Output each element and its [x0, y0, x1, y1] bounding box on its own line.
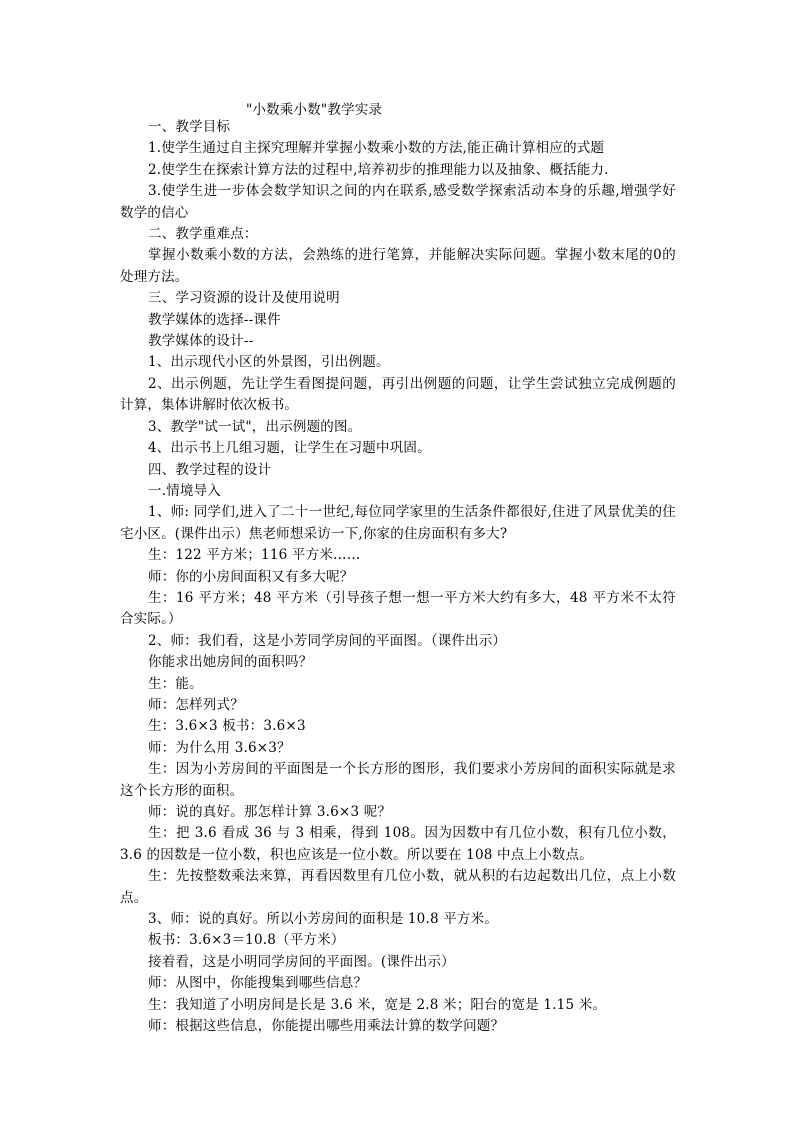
dialogue-line: 师：怎样列式？ [148, 696, 244, 713]
media-step-2: 2、出示例题，先让学生看图提问题，再引出例题的问题，让学生尝试独立完成例题的计算，集体讲解时依次板书。 [120, 375, 676, 414]
dialogue-line: 师：从图中，你能搜集到哪些信息？ [148, 975, 368, 992]
dialogue-line: 3、师：说的真好。所以小芳房间的面积是 10.8 平方米。 [148, 911, 499, 928]
dialogue-line: 生：因为小芳房间的平面图是一个长方形的图形，我们要求小芳房间的面积实际就是求这个长方形的面积。 [120, 761, 676, 799]
dialogue-line: 你能求出她房间的面积吗？ [148, 654, 313, 671]
key-points-text: 掌握小数乘小数的方法，会熟练的进行笔算，并能解决实际问题。掌握小数末尾的0的处理方法。 [120, 247, 676, 285]
dialogue-line: 2、师：我们看，这是小芳同学房间的平面图。（课件出示） [148, 632, 507, 649]
section-heading-objectives: 一、教学目标 [148, 119, 231, 135]
dialogue-line: 师：说的真好。那怎样计算 3.6×3 呢？ [148, 804, 392, 820]
media-selection: 教学媒体的选择--课件 [148, 311, 281, 328]
objective-3: 3.使学生进一步体会数学知识之间的内在联系,感受数学探索活动本身的乐趣,增强学好数学的信心 [120, 183, 676, 221]
objective-2: 2.使学生在探索计算方法的过程中,培养初步的推理能力以及抽象、概括能力. [148, 161, 609, 178]
dialogue-line: 生：3.6×3 板书：3.6×3 [148, 718, 306, 735]
document-title: "小数乘小数"教学实录 [246, 102, 383, 118]
dialogue-line: 生：先按整数乘法来算，再看因数里有几位小数，就从积的右边起数出几位，点上小数点。 [120, 868, 676, 906]
media-step-4: 4、出示书上几组习题，让学生在习题中巩固。 [148, 440, 431, 457]
dialogue-line: 接着看，这是小明同学房间的平面图。(课件出示） [148, 953, 455, 970]
media-step-1: 1、出示现代小区的外景图，引出例题。 [148, 354, 390, 371]
subheading-intro: 一.情境导入 [148, 482, 221, 499]
section-heading-key-points: 二、教学重难点： [148, 226, 258, 243]
media-step-3: 3、教学"试一试"，出示例题的图。 [148, 418, 362, 435]
document-body [120, 117, 676, 1037]
objective-1: 1.使学生通过自主探究理解并掌握小数乘小数的方法,能正确计算相应的式题 [148, 140, 605, 157]
dialogue-line: 生：我知道了小明房间是长是 3.6 米，宽是 2.8 米；阳台的宽是 1.15 米。 [148, 996, 607, 1013]
media-design: 教学媒体的设计-- [148, 333, 254, 350]
section-heading-process: 四、教学过程的设计 [148, 461, 272, 478]
dialogue-line: 生：16 平方米；48 平方米（引导孩子想一想一平方米大约有多大，48 平方米不太符合实际。） [120, 589, 676, 628]
dialogue-line: 师：根据这些信息，你能提出哪些用乘法计算的数学问题？ [148, 1018, 505, 1035]
dialogue-line: 生：把 3.6 看成 36 与 3 相乘，得到 108。因为因数中有几位小数，积有几位小数，3.6 的因数是一位小数，积也应该是一位小数。所以要在 108 中点上小数点。 [120, 825, 676, 863]
board-writing: 板书：3.6×3＝10.8（平方米） [148, 932, 345, 949]
dialogue-line: 1、师: 同学们,进入了二十一世纪,每位同学家里的生活条件都很好,住进了风景优美的住宅小区。(课件出示）焦老师想采访一下,你家的住房面积有多大? [120, 504, 676, 542]
dialogue-line: 生：能。 [148, 675, 203, 692]
dialogue-line: 生：122 平方米；116 平方米…… [148, 547, 361, 564]
dialogue-line: 师：为什么用 3.6×3？ [148, 739, 291, 756]
section-heading-resources: 三、学习资源的设计及使用说明 [148, 290, 340, 307]
dialogue-line: 师：你的小房间面积又有多大呢？ [148, 568, 354, 585]
